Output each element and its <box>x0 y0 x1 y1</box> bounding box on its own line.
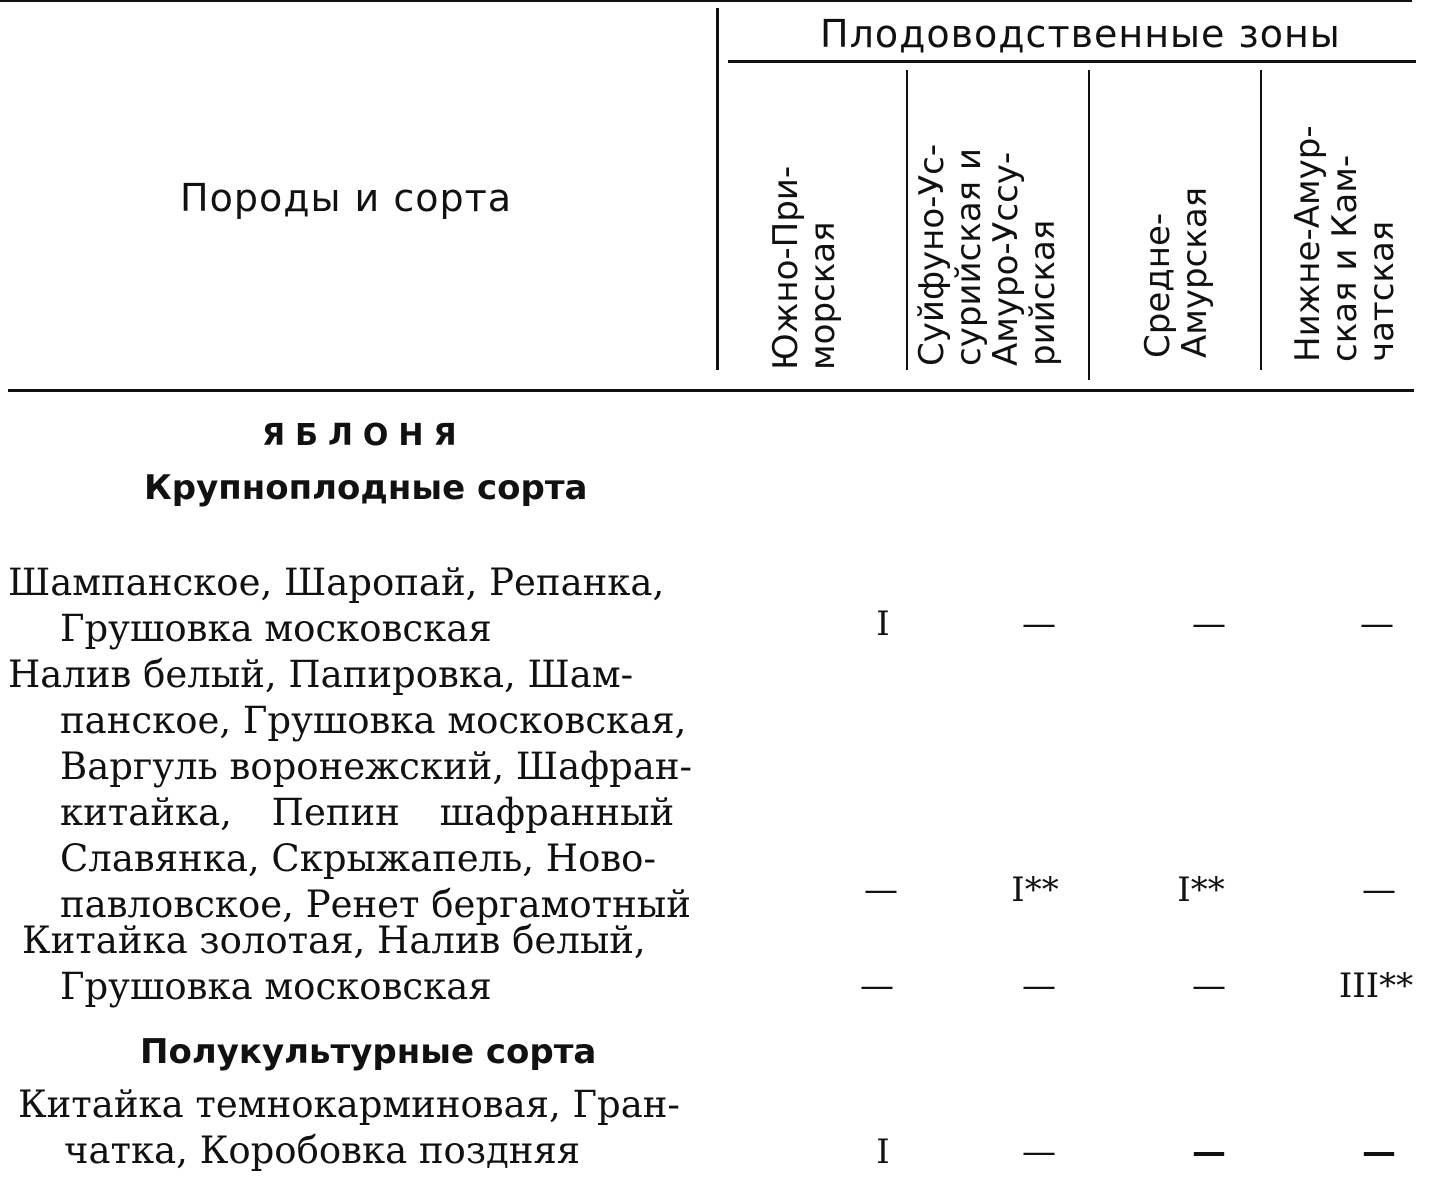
zone-header-2 <box>914 144 1062 366</box>
header-divider-3 <box>1260 70 1262 370</box>
row3-zone1-mark: — <box>860 966 894 1006</box>
row1-zone4-mark: — <box>1360 604 1394 644</box>
row4-zone4-mark: — <box>1362 1132 1396 1172</box>
top-rule <box>0 0 1412 2</box>
row-text-line: Налив белый, Папировка, Шам- <box>8 653 634 696</box>
zone-header-line: Средне- <box>1138 212 1178 358</box>
section-heading-large-fruited: Крупноплодные сорта <box>144 468 588 508</box>
header-bottom-rule <box>8 389 1414 392</box>
zone-header-line: морская <box>803 221 843 370</box>
species-heading: ЯБЛОНЯ <box>262 418 467 453</box>
row2-zone1-mark: — <box>864 870 898 910</box>
zone-header-line: сурийская и <box>949 147 989 366</box>
zone-header-line: Амуро-Уссу- <box>986 151 1026 366</box>
row2-zone3-mark: I** <box>1177 870 1225 910</box>
zone-header-line: Нижне-Амур- <box>1288 125 1328 362</box>
zone-header-3 <box>1140 187 1214 358</box>
zone-header-4 <box>1290 125 1401 362</box>
row4-zone1-mark: I <box>876 1132 890 1172</box>
table-row-1 <box>8 560 664 652</box>
zone-header-line: Южно-При- <box>766 165 806 370</box>
header-divider-main <box>716 8 719 370</box>
row-text-line: Шампанское, Шаропай, Репанка, <box>8 561 665 604</box>
table-row-3 <box>22 918 646 1010</box>
row3-zone4-mark: III** <box>1338 966 1414 1006</box>
row-text-line: Варгуль воронежский, Шафран- <box>60 745 692 788</box>
row-text-line: павловское, Ренет бергамотный <box>60 883 691 926</box>
row4-zone2-mark: — <box>1022 1132 1056 1172</box>
row4-zone3-mark: — <box>1192 1132 1226 1172</box>
row3-zone3-mark: — <box>1192 966 1226 1006</box>
row-text-line: Грушовка московская <box>60 607 492 650</box>
header-divider-1 <box>906 70 908 370</box>
zone-header-line: чатская <box>1362 220 1402 362</box>
row1-zone1-mark: I <box>876 604 890 644</box>
row-header-label: Породы и сорта <box>180 176 513 220</box>
row-text-line: Грушовка московская <box>60 965 492 1008</box>
zone-header-line: Амурская <box>1175 186 1215 358</box>
row-text-line: панское, Грушовка московская, <box>60 699 687 742</box>
row-text-line: чатка, Коробовка поздняя <box>64 1129 581 1172</box>
row2-zone2-mark: I** <box>1011 870 1059 910</box>
header-divider-2 <box>1088 70 1090 380</box>
zone-header-1 <box>768 166 842 370</box>
row-text-line: китайка, Пепин шафранный <box>60 791 675 834</box>
row2-zone4-mark: — <box>1362 870 1396 910</box>
table-row-4 <box>18 1082 680 1174</box>
zones-rule <box>728 60 1416 63</box>
section-heading-semi-cultured: Полукультурные сорта <box>140 1032 597 1072</box>
row3-zone2-mark: — <box>1022 966 1056 1006</box>
zone-header-line: рийская <box>1023 219 1063 366</box>
row1-zone3-mark: — <box>1192 604 1226 644</box>
zone-header-line: ская и Кам- <box>1325 154 1365 362</box>
row-text-line: Китайка темнокарминовая, Гран- <box>18 1083 680 1126</box>
row-text-line: Китайка золотая, Налив белый, <box>22 919 646 962</box>
zones-group-label: Плодоводственные зоны <box>820 12 1341 56</box>
row-text-line: Славянка, Скрыжапель, Ново- <box>60 837 656 880</box>
table-row-2 <box>8 652 692 928</box>
zone-header-line: Суйфуно-Ус- <box>912 143 952 366</box>
row1-zone2-mark: — <box>1022 604 1056 644</box>
